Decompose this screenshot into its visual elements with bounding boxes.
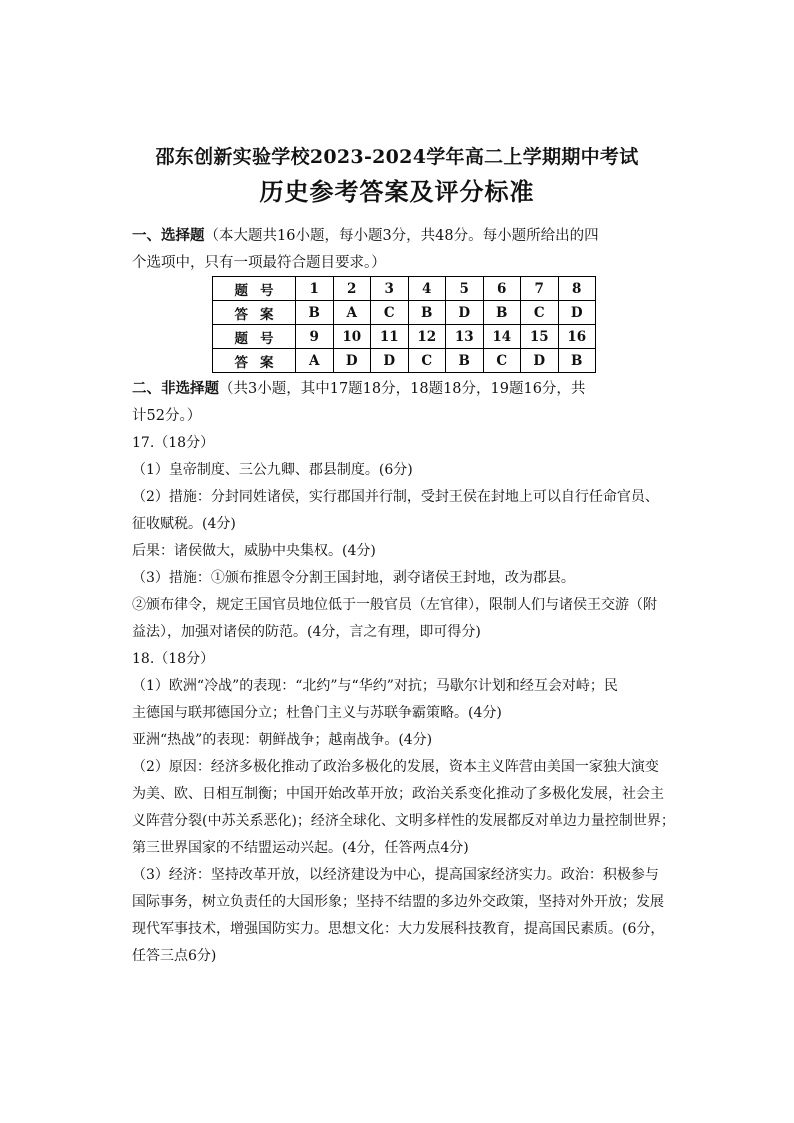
answer-line: （1）欧洲“冷战”的表现：“北约”与“华约”对抗；马歇尔计划和经互会对峙；民 — [132, 678, 618, 694]
answer-line: 后果：诸侯做大，威胁中央集权。(4分) — [132, 543, 376, 559]
answer-line: 第三世界国家的不结盟运动兴起。(4分，任答两点4分) — [132, 840, 469, 856]
section1-desc-line1: （本大题共16小题，每小题3分，共48分。每小题所给出的四 — [204, 228, 599, 244]
answer-line: 为美、欧、日相互制衡；中国开始改革开放；政治关系变化推动了多极化发展，社会主 — [132, 786, 664, 802]
table-row — [213, 301, 596, 325]
table-cell: D — [521, 349, 559, 373]
table-cell: 10 — [333, 325, 371, 349]
table-cell: A — [333, 301, 371, 325]
table-cell: 11 — [371, 325, 409, 349]
table-cell: C — [521, 301, 559, 325]
table-row — [213, 349, 596, 373]
table-cell: B — [483, 301, 521, 325]
answer-line: （1）皇帝制度、三公九卿、郡县制度。(6分) — [132, 462, 413, 478]
table-row-label: 答案 — [213, 301, 296, 325]
table-cell: B — [558, 349, 596, 373]
answer-line: 国际事务，树立负责任的大国形象；坚持不结盟的多边外交政策，坚持对外开放；发展 — [132, 894, 664, 910]
table-cell: 12 — [408, 325, 446, 349]
table-cell: 2 — [333, 277, 371, 301]
section2-heading: 二、非选择题 — [132, 380, 219, 397]
exam-title: 邵东创新实验学校2023-2024学年高二上学期期中考试 — [155, 146, 639, 168]
table-cell: 3 — [371, 277, 409, 301]
table-cell: 14 — [483, 325, 521, 349]
answer-line: （2）原因：经济多极化推动了政治多极化的发展，资本主义阵营由美国一家独大演变 — [132, 759, 659, 775]
answer-line: 益法），加强对诸侯的防范。(4分，言之有理，即可得分) — [132, 624, 481, 640]
table-cell: 8 — [558, 277, 596, 301]
table-cell: 9 — [296, 325, 334, 349]
table-cell: 16 — [558, 325, 596, 349]
table-cell: 13 — [446, 325, 484, 349]
answer-line: 现代军事技术，增强国防实力。思想文化：大力发展科技教育，提高国民素质。(6分， — [132, 921, 665, 937]
section2-desc-line1: （共3小题，其中17题18分，18题18分，19题16分，共 — [219, 381, 586, 397]
answer-line: 18.（18分） — [132, 651, 215, 667]
answer-line: 主德国与联邦德国分立；杜鲁门主义与苏联争霸策略。(4分) — [132, 705, 502, 721]
table-cell: D — [446, 301, 484, 325]
table-row-label: 题号 — [213, 277, 296, 301]
answer-line: （3）经济：坚持改革开放，以经济建设为中心，提高国家经济实力。政治：积极参与 — [132, 867, 659, 883]
table-row-label: 题号 — [213, 325, 296, 349]
section1-desc-line2: 个选项中，只有一项最符合题目要求。） — [132, 255, 386, 271]
table-cell: D — [558, 301, 596, 325]
table-cell: B — [296, 301, 334, 325]
table-cell: 7 — [521, 277, 559, 301]
table-cell: 6 — [483, 277, 521, 301]
table-cell: B — [408, 301, 446, 325]
answer-table — [212, 276, 596, 373]
answer-line: ②颁布律令，规定王国官员地位低于一般官员（左官律），限制人们与诸侯王交游（附 — [132, 597, 657, 613]
answer-line: （3）措施：①颁布推恩令分割王国封地，剥夺诸侯王封地，改为郡县。 — [132, 570, 575, 586]
answer-line: 亚洲“热战”的表现：朝鲜战争；越南战争。(4分) — [132, 732, 433, 748]
section2-intro — [132, 375, 668, 430]
table-row — [213, 325, 596, 349]
table-cell: C — [371, 301, 409, 325]
table-row-label: 答案 — [213, 349, 296, 373]
table-cell: D — [333, 349, 371, 373]
table-cell: C — [483, 349, 521, 373]
table-cell: B — [446, 349, 484, 373]
answer-key-title: 历史参考答案及评分标准 — [259, 177, 535, 206]
table-cell: 5 — [446, 277, 484, 301]
answer-line: 17.（18分） — [132, 435, 215, 451]
table-cell: 15 — [521, 325, 559, 349]
answer-line: （2）措施：分封同姓诸侯，实行郡国并行制，受封王侯在封地上可以自行任命官员、 — [132, 489, 659, 505]
table-cell: 4 — [408, 277, 446, 301]
table-row — [213, 277, 596, 301]
table-cell: 1 — [296, 277, 334, 301]
answer-line: 义阵营分裂(中苏关系恶化)；经济全球化、文明多样性的发展都反对单边力量控制世界； — [132, 813, 675, 829]
section1-intro — [132, 222, 668, 277]
answer-line: 征收赋税。(4分) — [132, 516, 236, 532]
answer-line: 任答三点6分) — [132, 948, 217, 964]
section1-heading: 一、选择题 — [132, 227, 205, 244]
table-cell: A — [296, 349, 334, 373]
section2-desc-line2: 计52分。） — [132, 408, 202, 424]
table-cell: C — [408, 349, 446, 373]
table-cell: D — [371, 349, 409, 373]
